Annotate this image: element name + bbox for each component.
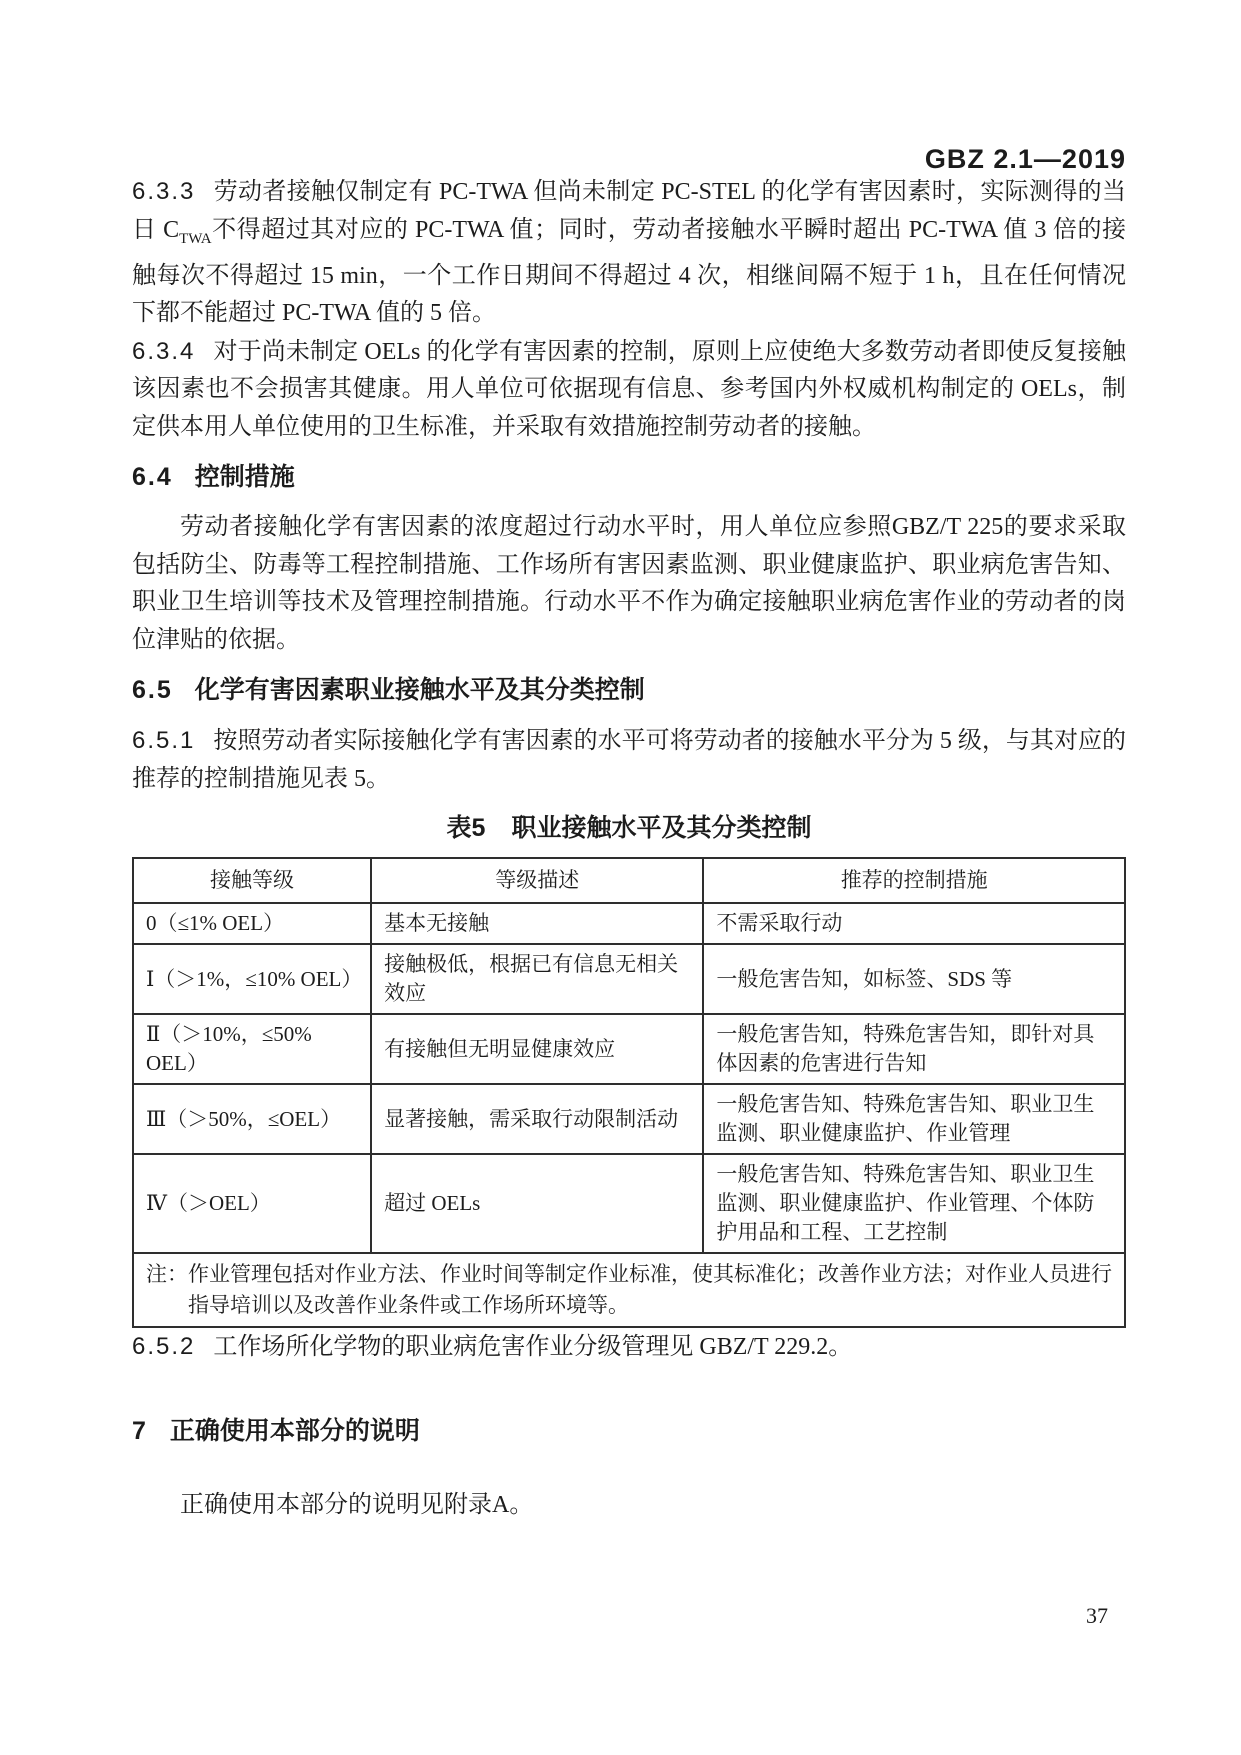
section-6-5-title: 化学有害因素职业接触水平及其分类控制 bbox=[194, 676, 645, 705]
level-description-cell: 超过 OELs bbox=[371, 1154, 703, 1253]
column-header-exposure-level: 接触等级 bbox=[133, 858, 371, 903]
clause-6-5-2-number: 6.5.2 bbox=[132, 1333, 196, 1361]
table-note-row bbox=[133, 1253, 1125, 1327]
clause-6-3-3-text-continued: 不得超过其对应的 PC-TWA 值；同时，劳动者接触水平瞬时超出 PC-TWA 值 3 倍的接触每次不得超过 15 min，一个工作日期间不得超过 4 次，相继间隔不短于 1 h，且在任何情况下都不能超过 PC-TWA 值的 5 倍。 bbox=[132, 216, 1126, 327]
subscript-twa: TWA bbox=[179, 230, 212, 247]
table-row-level-3 bbox=[133, 1084, 1125, 1154]
level-description-cell: 基本无接触 bbox=[371, 903, 703, 944]
section-heading-6-5 bbox=[132, 672, 1126, 708]
section-7-title: 正确使用本部分的说明 bbox=[169, 1416, 420, 1445]
clause-6-5-2-text: 工作场所化学物的职业病危害作业分级管理见 GBZ/T 229.2。 bbox=[213, 1334, 853, 1361]
control-measures-cell: 一般危害告知、特殊危害告知、职业卫生监测、职业健康监护、作业管理 bbox=[703, 1084, 1125, 1154]
table-row-level-0 bbox=[133, 903, 1125, 944]
table-row-level-2 bbox=[133, 1014, 1125, 1084]
control-measures-cell: 不需采取行动 bbox=[703, 903, 1125, 944]
column-header-recommended-controls: 推荐的控制措施 bbox=[703, 858, 1125, 903]
exposure-level-cell: 0（≤1% OEL） bbox=[133, 903, 371, 944]
control-measures-cell: 一般危害告知、特殊危害告知、职业卫生监测、职业健康监护、作业管理、个体防护用品和工程、工艺控制 bbox=[703, 1154, 1125, 1253]
clause-6-5-2 bbox=[132, 1328, 1126, 1367]
section-6-4-title: 控制措施 bbox=[194, 463, 295, 492]
section-heading-7 bbox=[132, 1413, 1126, 1449]
table-header-row bbox=[133, 858, 1125, 903]
exposure-level-cell: Ⅱ（＞10%，≤50% OEL） bbox=[133, 1014, 371, 1084]
document-number: GBZ 2.1—2019 bbox=[924, 144, 1126, 174]
table-5-caption-label: 表5 bbox=[446, 814, 486, 843]
section-6-4-paragraph: 劳动者接触化学有害因素的浓度超过行动水平时，用人单位应参照GBZ/T 225的要求采取包括防尘、防毒等工程控制措施、工作场所有害因素监测、职业健康监护、职业病危害告知、职业卫生培训等技术及管理控制措施。行动水平不作为确定接触职业病危害作业的劳动者的岗位津贴的依据。 bbox=[132, 514, 1126, 653]
clause-6-5-1-text: 按照劳动者实际接触化学有害因素的水平可将劳动者的接触水平分为 5 级，与其对应的推荐的控制措施见表 5。 bbox=[132, 728, 1126, 792]
page-content bbox=[132, 0, 1126, 1524]
clause-6-3-4-text: 对于尚未制定 OELs 的化学有害因素的控制，原则上应使绝大多数劳动者即使反复接触该因素也不会损害其健康。用人单位可依据现有信息、参考国内外权威机构制定的 OELs，制定供本用人单位使用的卫生标准，并采取有效措施控制劳动者的接触。 bbox=[132, 338, 1126, 440]
table-note-label: 注： bbox=[146, 1262, 188, 1287]
table-note-cell bbox=[133, 1253, 1125, 1327]
exposure-level-cell: Ⅰ（＞1%，≤10% OEL） bbox=[133, 944, 371, 1014]
table-note-text: 作业管理包括对作业方法、作业时间等制定作业标准，使其标准化；改善作业方法；对作业人员进行指导培训以及改善作业条件或工作场所环境等。 bbox=[188, 1262, 1112, 1318]
level-description-cell: 显著接触，需采取行动限制活动 bbox=[371, 1084, 703, 1154]
section-heading-6-4 bbox=[132, 459, 1126, 495]
clause-6-3-4 bbox=[132, 333, 1126, 447]
level-description-cell: 有接触但无明显健康效应 bbox=[371, 1014, 703, 1084]
section-6-5-number: 6.5 bbox=[132, 676, 173, 705]
table-5 bbox=[132, 857, 1126, 1328]
page-number: 37 bbox=[1086, 1603, 1108, 1628]
clause-6-3-3 bbox=[132, 173, 1126, 333]
table-row-level-1 bbox=[133, 944, 1125, 1014]
control-measures-cell: 一般危害告知，如标签、SDS 等 bbox=[703, 944, 1125, 1014]
clause-6-5-1 bbox=[132, 722, 1126, 798]
clause-6-3-4-number: 6.3.4 bbox=[132, 337, 196, 365]
section-7-number: 7 bbox=[132, 1416, 148, 1445]
section-6-4-number: 6.4 bbox=[132, 463, 173, 492]
exposure-level-cell: Ⅳ（＞OEL） bbox=[133, 1154, 371, 1253]
page-header bbox=[132, 0, 1126, 173]
control-measures-cell: 一般危害告知，特殊危害告知，即针对具体因素的危害进行告知 bbox=[703, 1014, 1125, 1084]
table-row-level-4 bbox=[133, 1154, 1125, 1253]
clause-6-3-3-number: 6.3.3 bbox=[132, 178, 196, 205]
table-note bbox=[146, 1259, 1112, 1321]
table-5-caption bbox=[132, 812, 1126, 844]
table-5-caption-title: 职业接触水平及其分类控制 bbox=[511, 814, 812, 843]
column-header-level-description: 等级描述 bbox=[371, 858, 703, 903]
section-7-paragraph: 正确使用本部分的说明见附录A。 bbox=[180, 1491, 534, 1518]
clause-6-3-3-text: 劳动者接触仅制定有 PC-TWA 但尚未制定 PC-STEL 的化学有害因素时，实际测得的当日 C bbox=[132, 179, 1126, 243]
level-description-cell: 接触极低，根据已有信息无相关效应 bbox=[371, 944, 703, 1014]
exposure-level-cell: Ⅲ（＞50%，≤OEL） bbox=[133, 1084, 371, 1154]
clause-6-5-1-number: 6.5.1 bbox=[132, 727, 196, 755]
